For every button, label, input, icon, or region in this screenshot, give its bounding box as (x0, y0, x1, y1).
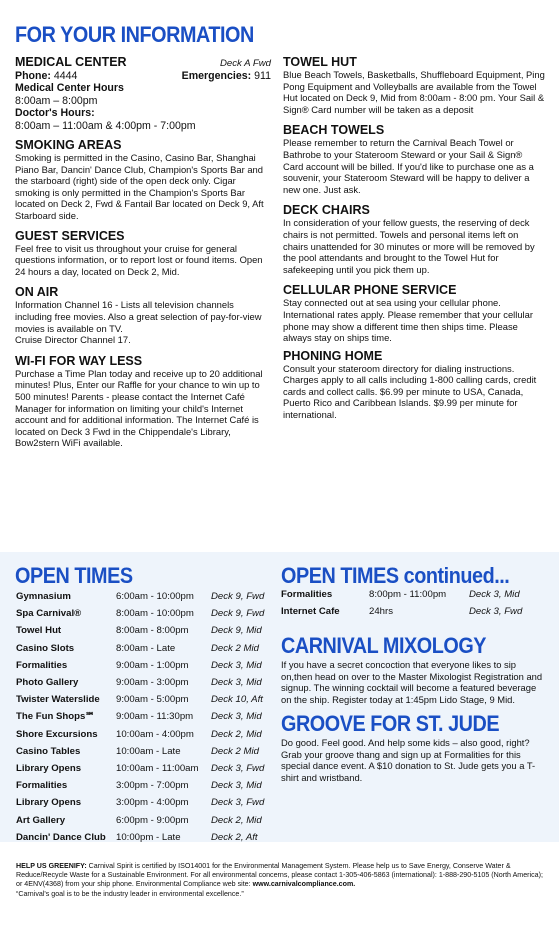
time-row (281, 586, 544, 603)
phone-label: Phone: (15, 69, 51, 82)
left-column (15, 55, 271, 449)
footer-text: Carnival Spirit is certified by ISO14001 for the Environmental Management System. Please help us to Save Energy, Conserve Water & Reduce/Recycle Waste for a Sustainable Environment. For all environmental concerns, please contact 1-305-406-5863 (international): 1-888-290-5105 (North America); or 4ENV(4368) from your ship phone. Environmental Compliance web site: (16, 862, 543, 889)
medical-hours-label: Medical Center Hours (15, 82, 124, 95)
venue-location: Deck 10, Aft (211, 694, 263, 706)
venue-name: The Fun Shops℠ (16, 711, 96, 723)
venue-hours: 9:00am - 1:00pm (116, 659, 189, 671)
venue-name: Gymnasium (16, 591, 71, 603)
medical-center-section (15, 55, 271, 132)
venue-hours: 10:00pm - Late (116, 831, 181, 843)
venue-location: Deck 3, Mid (211, 711, 262, 723)
time-row (16, 622, 281, 639)
venue-hours: 8:00pm - 11:00pm (369, 589, 447, 601)
venue-name: Towel Hut (16, 625, 62, 637)
time-row (16, 794, 281, 811)
groove-text: Do good. Feel good. And help some kids – also good, right? Grab your groove thang and sign up at Formalities for this special dance event. A $10 donation to St. Jude gets you a T-shirt and wristband. (281, 737, 536, 783)
right-column (283, 55, 545, 421)
venue-hours: 3:00pm - 7:00pm (116, 780, 189, 792)
venue-location: Deck 3, Mid (211, 780, 262, 792)
venue-location: Deck 3, Mid (211, 677, 262, 689)
venue-name: Shore Excursions (16, 728, 98, 740)
time-row (16, 811, 281, 828)
venue-location: Deck 3, Fwd (211, 762, 265, 774)
time-row (281, 603, 544, 620)
venue-hours: 6:00pm - 9:00pm (116, 814, 189, 826)
venue-location: Deck 3, Mid (211, 659, 262, 671)
cellular-text: Stay connected out at sea using your cellular phone. International rates apply. Please remember that your cellular phone may show a different time then ships time. Please always stay on ships time. (283, 297, 533, 344)
medical-center-heading: MEDICAL CENTER (15, 55, 127, 69)
venue-name: Casino Slots (16, 642, 75, 654)
deck-chairs-text: In consideration of your fellow guests, the reserving of deck chairs is not permitted. Towels and personal items left on chairs unattended for 30 minutes or more will be removed by the pool attendants and brought to the Towel Hut for safekeeping until you pick them up. (283, 217, 535, 275)
phone-number: 4444 (53, 69, 78, 82)
venue-name: Formalities (281, 589, 333, 601)
open-times-table (16, 588, 281, 846)
beach-towels-text: Please remember to return the Carnival Beach Towel or Bathrobe to your Stateroom Steward or your Sail & Sign® Card account will be billed. If you'd like to purchase one as a souvenir, your Stateroom Steward will be happy to deliver a new one. Just ask. (283, 137, 534, 195)
guest-services-text: Feel free to visit us throughout your cruise for general questions information, or to report lost or found items. Open 24 hours a day, located on Deck 2, Mid. (15, 242, 263, 277)
footer (16, 862, 546, 899)
time-row (16, 691, 281, 708)
venue-name: Spa Carnival® (16, 608, 82, 620)
page-title: FOR YOUR INFORMATION (15, 22, 254, 47)
venue-hours: 10:00am - 11:00am (116, 762, 199, 774)
doctor-hours: 8:00am – 11:00am & 4:00pm - 7:00pm (15, 119, 196, 132)
venue-hours: 24hrs (369, 606, 393, 618)
open-times-continued-table (281, 586, 544, 620)
venue-name: Dancin' Dance Club (16, 831, 106, 843)
on-air-section (15, 285, 271, 345)
doctor-hours-label: Doctor's Hours: (15, 107, 95, 120)
time-row (16, 640, 281, 657)
time-row (16, 829, 281, 846)
beach-towels-section (283, 123, 545, 195)
wifi-section (15, 354, 271, 449)
phoning-home-heading: PHONING HOME (283, 348, 383, 363)
groove-title: GROOVE FOR ST. JUDE (281, 711, 500, 736)
venue-location: Deck 9, Fwd (211, 608, 265, 620)
time-row (16, 605, 281, 622)
open-times-continued-title: OPEN TIMES continued... (281, 563, 510, 588)
time-row (16, 760, 281, 777)
venue-hours: 8:00am - 10:00pm (116, 608, 194, 620)
wifi-heading: WI-FI FOR WAY LESS (15, 353, 143, 368)
phoning-home-text: Consult your stateroom directory for dialing instructions. Charges apply to all calls including 1-800 calling cards, credit cards and collect calls. $6.99 per minute to USA, Canada, Puerto Rico and Caribbean Islands. $9.99 per minute for international. (283, 362, 537, 421)
smoking-text: Smoking is permitted in the Casino, Casino Bar, Shanghai Piano Bar, Dancin' Dance Club, Champion's Sports Bar and the starboard (right) side of the open deck only. Cigar smoking is only permitted in the Champion's Sports Bar located on Deck 2, Fwd & Fantail Bar located on Deck 9, Aft Starboard side. (15, 152, 264, 222)
venue-location: Deck 2, Mid (211, 814, 262, 826)
mixology-title: CARNIVAL MIXOLOGY (281, 633, 487, 658)
footer-note: “Carnival's goal is to be the industry leader in environmental excellence.” (16, 889, 244, 898)
venue-hours: 8:00am - 8:00pm (116, 625, 189, 637)
medical-hours: 8:00am – 8:00pm (15, 94, 98, 107)
footer-url[interactable]: www.carnivalcompliance.com. (252, 880, 356, 889)
time-row (16, 708, 281, 725)
towel-hut-heading: TOWEL HUT (283, 55, 357, 69)
time-row (16, 743, 281, 760)
emergencies-number: 911 (254, 69, 271, 82)
venue-name: Photo Gallery (16, 677, 79, 689)
smoking-heading: SMOKING AREAS (15, 138, 122, 153)
venue-name: Casino Tables (16, 745, 81, 757)
mixology-text: If you have a secret concoction that everyone likes to sip on,then head on over to the Master Mixologist Registration and signup. The winning cocktail will become a featured beverage on the ship. Register today at 1:45pm Lido Stage, 9 Mid. (281, 659, 543, 705)
venue-hours: 3:00pm - 4:00pm (116, 797, 189, 809)
cellular-heading: CELLULAR PHONE SERVICE (283, 283, 457, 298)
emergencies-label: Emergencies: (181, 69, 252, 82)
wifi-text: Purchase a Time Plan today and receive up to 20 additional minutes! Plus, Enter our Raffle for your chance to win up to 500 minutes! Parents - please contact the Internet Café Manager for information on limiting your child's Internet account and for additional information. The Internet Café is located on Deck 3 Fwd in the Chippendale's Library, Bow2stern WiFi available. (15, 367, 263, 449)
venue-hours: 8:00am - Late (116, 642, 176, 654)
footer-label: HELP US GREENIFY: (16, 862, 87, 870)
guest-services-section (15, 229, 271, 278)
venue-name: Art Gallery (16, 814, 66, 826)
time-row (16, 726, 281, 743)
venue-location: Deck 2, Aft (211, 831, 258, 843)
venue-location: Deck 2 Mid (211, 745, 259, 757)
venue-name: Formalities (16, 780, 68, 792)
towel-hut-section (283, 55, 545, 115)
deck-chairs-heading: DECK CHAIRS (283, 203, 370, 218)
on-air-heading: ON AIR (15, 285, 59, 300)
time-row (16, 777, 281, 794)
medical-location: Deck A Fwd (220, 58, 271, 69)
venue-location: Deck 9, Mid (211, 625, 262, 637)
venue-location: Deck 3, Fwd (469, 606, 523, 618)
venue-hours: 9:00am - 11:30pm (116, 711, 194, 723)
venue-hours: 6:00am - 10:00pm (116, 591, 194, 603)
venue-name: Library Opens (16, 797, 82, 809)
time-row (16, 657, 281, 674)
guest-services-heading: GUEST SERVICES (15, 228, 125, 243)
venue-name: Twister Waterslide (16, 694, 100, 706)
venue-location: Deck 3, Mid (469, 589, 520, 601)
beach-towels-heading: BEACH TOWELS (283, 123, 385, 138)
venue-name: Formalities (16, 659, 68, 671)
venue-hours: 9:00am - 3:00pm (116, 677, 189, 689)
deck-chairs-section (283, 203, 545, 275)
smoking-section (15, 138, 271, 222)
venue-location: Deck 3, Fwd (211, 797, 265, 809)
venue-hours: 9:00am - 5:00pm (116, 694, 189, 706)
time-row (16, 674, 281, 691)
phoning-home-section (283, 349, 545, 421)
venue-name: Internet Cafe (281, 606, 340, 618)
venue-hours: 10:00am - Late (116, 745, 181, 757)
venue-location: Deck 9, Fwd (211, 591, 265, 603)
venue-hours: 10:00am - 4:00pm (116, 728, 194, 740)
venue-location: Deck 2 Mid (211, 642, 259, 654)
open-times-title: OPEN TIMES (15, 563, 133, 588)
venue-name: Library Opens (16, 762, 82, 774)
on-air-text-2: Cruise Director Channel 17. (15, 334, 131, 346)
venue-location: Deck 2, Mid (211, 728, 262, 740)
cellular-section (283, 283, 545, 343)
on-air-text: Information Channel 16 - Lists all television channels including free movies. Also a great selection of pay-for-view movies is available on TV. (15, 299, 262, 334)
time-row (16, 588, 281, 605)
towel-hut-text: Blue Beach Towels, Basketballs, Shuffleboard Equipment, Ping Pong Equipment and Volleyballs are available from the Towel Hut located on Deck 9, Mid from 8:00am - 8:00 pm. Your Sail & Sign® Card number will be taken as a deposit (283, 69, 545, 115)
